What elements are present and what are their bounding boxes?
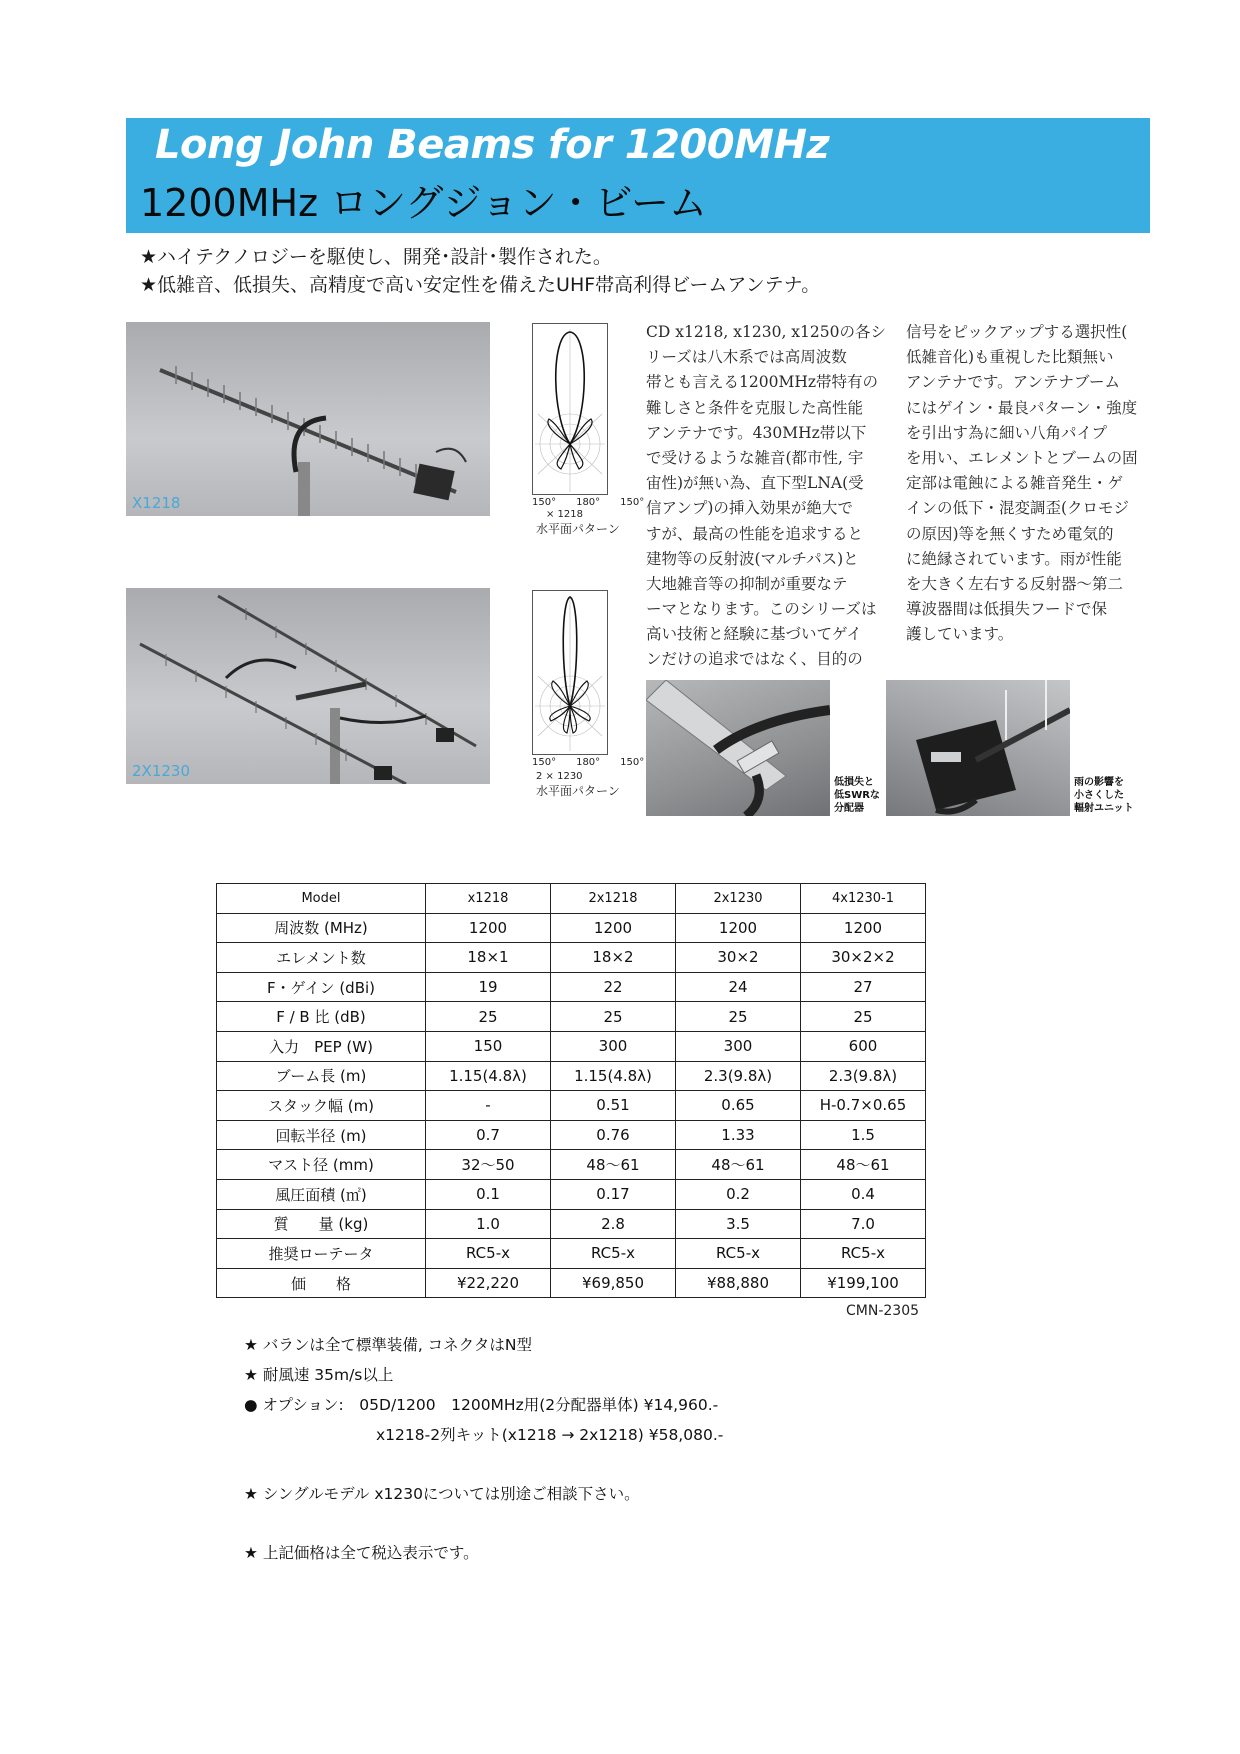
- spec-row-label: スタック幅 (m): [217, 1091, 426, 1121]
- tagline-2: ★低雑音、低損失、高精度で高い安定性を備えたUHF帯高利得ビームアンテナ。: [140, 274, 821, 296]
- 2x1230-pattern-graph: [533, 591, 607, 754]
- description-line: 宙性)が無い為、直下型LNA(受: [646, 474, 864, 493]
- 2x1230-pattern-caption-model: 2 × 1230: [536, 771, 583, 782]
- description-line: 建物等の反射波(マルチパス)と: [646, 549, 859, 568]
- spec-row-label: 風圧面積 (㎡): [217, 1179, 426, 1209]
- spec-cell: 0.2: [676, 1179, 801, 1209]
- spec-row-label: ブーム長 (m): [217, 1061, 426, 1091]
- spec-cell: H-0.7×0.65: [801, 1091, 926, 1121]
- spec-row-label: 価 格: [217, 1268, 426, 1298]
- spec-cell: 0.1: [426, 1179, 551, 1209]
- spec-cell: 1200: [801, 913, 926, 943]
- spec-cell: 0.7: [426, 1120, 551, 1150]
- note-balun: ★ バランは全て標準装備, コネクタはN型: [244, 1336, 532, 1354]
- description-line: 信号をピックアップする選択性(: [906, 323, 1128, 341]
- radiator-unit-illustration: [886, 680, 1070, 816]
- description-line: ーマとなります。このシリーズは: [646, 600, 877, 619]
- note-wind: ★ 耐風速 35m/s以上: [244, 1366, 394, 1384]
- 2x1230-photo-label: 2X1230: [132, 762, 190, 780]
- spec-cell: 25: [426, 1002, 551, 1032]
- spec-cell: 0.51: [551, 1091, 676, 1121]
- 2x1230-pattern-caption: 水平面パターン: [536, 784, 620, 798]
- spec-cell: 2.8: [551, 1209, 676, 1239]
- spec-cell: 30×2×2: [801, 943, 926, 973]
- spec-row-label: 入力 PEP (W): [217, 1031, 426, 1061]
- spec-cell: RC5-x: [676, 1239, 801, 1269]
- x1218-pattern-caption-model: × 1218: [546, 509, 584, 520]
- spec-cell: 30×2: [676, 943, 801, 973]
- note-option: ● オプション: 05D/1200 1200MHz用(2分配器単体) ¥14,960.-: [244, 1396, 719, 1414]
- divider-caption-1: 低損失と: [834, 777, 874, 788]
- spec-cell: 48〜61: [676, 1150, 801, 1180]
- description-line: を引出す為に細い八角パイプ: [906, 423, 1108, 442]
- description-line: を大きく左右する反射器〜第二: [906, 574, 1124, 593]
- description-line: 信アンプ)の挿入効果が絶大で: [646, 499, 853, 518]
- spec-cell: 1200: [676, 913, 801, 943]
- spec-row: [217, 972, 926, 1002]
- spec-row: [217, 1239, 926, 1269]
- description-line: CD x1218, x1230, x1250の各シ: [646, 323, 886, 341]
- spec-cell: 22: [551, 972, 676, 1002]
- 2x1230-pattern-angle-labels: 150° 180° 150°: [532, 757, 645, 768]
- spec-cell: 25: [676, 1002, 801, 1032]
- spec-table: [216, 883, 926, 1298]
- spec-cell: 0.17: [551, 1179, 676, 1209]
- spec-cell: RC5-x: [801, 1239, 926, 1269]
- spec-row: [217, 1268, 926, 1298]
- spec-cell: 1200: [551, 913, 676, 943]
- 2x1230-radiation-pattern: [532, 590, 608, 755]
- spec-cell: -: [426, 1091, 551, 1121]
- spec-row: [217, 1209, 926, 1239]
- description-column-2: [906, 320, 1138, 647]
- spec-cell: 1.15(4.8λ): [551, 1061, 676, 1091]
- spec-cell: 18×2: [551, 943, 676, 973]
- description-line: アンテナです。アンテナブーム: [906, 373, 1121, 392]
- spec-row-label: 回転半径 (m): [217, 1120, 426, 1150]
- description-line: 定部は電蝕による雑音発生・ゲ: [906, 474, 1124, 493]
- description-line: 難しさと条件を克服した高性能: [646, 398, 864, 417]
- spec-cell: 48〜61: [801, 1150, 926, 1180]
- spec-header-label: Model: [217, 884, 426, 914]
- spec-row-label: 質 量 (kg): [217, 1209, 426, 1239]
- spec-cell: ¥88,880: [676, 1268, 801, 1298]
- description-line: で受けるような雑音(都市性, 宇: [646, 448, 864, 467]
- spec-cell: 24: [676, 972, 801, 1002]
- spec-header-model: 2x1230: [676, 884, 801, 914]
- spec-row: [217, 1179, 926, 1209]
- spec-row: [217, 1002, 926, 1032]
- spec-cell: 0.4: [801, 1179, 926, 1209]
- spec-row-label: エレメント数: [217, 943, 426, 973]
- spec-cell: 25: [801, 1002, 926, 1032]
- spec-cell: 7.0: [801, 1209, 926, 1239]
- spec-cell: 300: [551, 1031, 676, 1061]
- spec-row-label: マスト径 (mm): [217, 1150, 426, 1180]
- note-option-kit: x1218-2列キット(x1218 → 2x1218) ¥58,080.-: [376, 1426, 724, 1444]
- 2x1230-antenna-illustration: [126, 588, 490, 784]
- tagline-1: ★ハイテクノロジーを駆使し、開発･設計･製作された。: [140, 246, 612, 268]
- description-line: の原因)等を無くすため電気的: [906, 524, 1114, 543]
- x1218-pattern-angle-labels: 150° 180° 150°: [532, 497, 645, 508]
- spec-cell: 19: [426, 972, 551, 1002]
- spec-cell: 2.3(9.8λ): [801, 1061, 926, 1091]
- description-line: リーズは八木系では高周波数: [646, 348, 847, 367]
- x1218-radiation-pattern: [532, 323, 608, 495]
- spec-row: [217, 1120, 926, 1150]
- 2x1230-photo: [126, 588, 490, 784]
- spec-row: [217, 1031, 926, 1061]
- spec-cell: ¥22,220: [426, 1268, 551, 1298]
- description-line: アンテナです。430MHz帯以下: [646, 423, 867, 442]
- spec-cell: 3.5: [676, 1209, 801, 1239]
- spec-header-model: x1218: [426, 884, 551, 914]
- spec-cell: 27: [801, 972, 926, 1002]
- spec-cell: 48〜61: [551, 1150, 676, 1180]
- divider-caption-2: 低SWRな: [834, 790, 880, 801]
- description-column-1: [646, 320, 886, 673]
- x1218-antenna-illustration: [126, 322, 490, 516]
- description-line: 大地雑音等の抑制が重要なテ: [646, 574, 848, 593]
- spec-cell: 32〜50: [426, 1150, 551, 1180]
- title-japanese: 1200MHz ロングジョン・ビーム: [140, 181, 708, 225]
- spec-header-row: [217, 884, 926, 914]
- spec-cell: RC5-x: [551, 1239, 676, 1269]
- description-line: に絶縁されています。雨が性能: [906, 549, 1122, 568]
- spec-cell: 150: [426, 1031, 551, 1061]
- divider-illustration: [646, 680, 830, 816]
- spec-cell: 1.15(4.8λ): [426, 1061, 551, 1091]
- description-line: ンだけの追求ではなく、目的の: [646, 650, 863, 669]
- spec-cell: 25: [551, 1002, 676, 1032]
- x1218-pattern-graph: [533, 324, 607, 494]
- spec-cell: ¥69,850: [551, 1268, 676, 1298]
- x1218-pattern-caption: 水平面パターン: [536, 522, 620, 536]
- description-line: すが、最高の性能を追求すると: [646, 524, 864, 543]
- spec-header-model: 4x1230-1: [801, 884, 926, 914]
- spec-cell: 1.0: [426, 1209, 551, 1239]
- spec-row: [217, 913, 926, 943]
- spec-row: [217, 1150, 926, 1180]
- spec-cell: 600: [801, 1031, 926, 1061]
- spec-row-label: F・ゲイン (dBi): [217, 972, 426, 1002]
- spec-cell: 1.5: [801, 1120, 926, 1150]
- divider-caption-3: 分配器: [834, 803, 864, 814]
- spec-cell: 300: [676, 1031, 801, 1061]
- spec-row: [217, 1061, 926, 1091]
- spec-cell: 1.33: [676, 1120, 801, 1150]
- spec-row: [217, 1091, 926, 1121]
- spec-row-label: 周波数 (MHz): [217, 913, 426, 943]
- spec-cell: 1200: [426, 913, 551, 943]
- divider-photo: [646, 680, 830, 816]
- description-line: 護しています。: [906, 625, 1014, 644]
- spec-row: [217, 943, 926, 973]
- spec-cell: 18×1: [426, 943, 551, 973]
- description-line: を用い、エレメントとブームの固: [906, 448, 1138, 467]
- title-english: Long John Beams for 1200MHz: [155, 122, 830, 168]
- radiator-unit-photo: [886, 680, 1070, 816]
- description-line: 低雑音化)も重視した比類無い: [906, 348, 1114, 367]
- description-line: インの低下・混変調歪(クロモジ: [906, 499, 1130, 518]
- radiator-caption-1: 雨の影響を: [1074, 777, 1124, 788]
- spec-cell: 2.3(9.8λ): [676, 1061, 801, 1091]
- note-tax: ★ 上記価格は全て税込表示です。: [244, 1544, 479, 1562]
- catalog-number: CMN-2305: [846, 1303, 920, 1319]
- spec-cell: 0.65: [676, 1091, 801, 1121]
- spec-header-model: 2x1218: [551, 884, 676, 914]
- spec-row-label: 推奨ローテータ: [217, 1239, 426, 1269]
- radiator-caption-3: 輻射ユニット: [1074, 803, 1134, 814]
- spec-table-body: [217, 884, 926, 1298]
- description-line: 高い技術と経験に基づいてゲイ: [646, 625, 862, 644]
- spec-cell: ¥199,100: [801, 1268, 926, 1298]
- note-single-model: ★ シングルモデル x1230については別途ご相談下さい。: [244, 1485, 640, 1503]
- spec-cell: RC5-x: [426, 1239, 551, 1269]
- x1218-photo: [126, 322, 490, 516]
- description-line: 導波器間は低損失フードで保: [906, 600, 1108, 619]
- spec-cell: 0.76: [551, 1120, 676, 1150]
- description-line: 帯とも言える1200MHz帯特有の: [646, 373, 879, 392]
- x1218-photo-label: X1218: [132, 494, 181, 512]
- spec-row-label: F / B 比 (dB): [217, 1002, 426, 1032]
- radiator-caption-2: 小さくした: [1074, 790, 1124, 801]
- description-line: にはゲイン・最良パターン・強度: [906, 398, 1138, 417]
